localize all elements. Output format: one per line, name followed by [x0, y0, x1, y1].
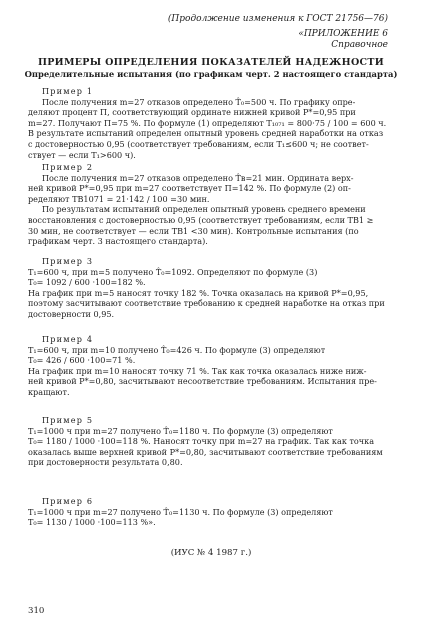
example-6-heading: Пример 6 — [42, 496, 94, 506]
text-line: T₁=1000 ч при m=27 получено T̂₀=1130 ч. По формуле (3) определяют — [28, 506, 333, 517]
text-line: На график при m=10 наносят точку 71 %. Так как точка оказалась ниже ниж- — [28, 365, 367, 376]
text-line: После получения m=27 отказов определено T̂в=21 мин. Ордината верх- — [42, 172, 354, 183]
page-title: ПРИМЕРЫ ОПРЕДЕЛЕНИЯ ПОКАЗАТЕЛЕЙ НАДЕЖНОСТИ — [37, 57, 385, 68]
example-3-heading: Пример 3 — [42, 256, 94, 266]
text-line: при достоверности результата 0,80. — [28, 457, 183, 468]
text-line: ней кривой P*=0,80, засчитывают несоответствие требованиям. Испытания пре- — [28, 376, 377, 387]
text-line: На график при m=5 наносят точку 182 %. Точка оказалась на кривой P*=0,95, — [28, 287, 369, 298]
page-subtitle: Определительные испытания (по графикам черт. 2 настоящего стандарта) — [24, 69, 398, 79]
example-5-heading: Пример 5 — [42, 415, 94, 425]
example-3 — [28, 256, 396, 320]
text-line: В результате испытаний определен опытный уровень средней наработки на отказ — [28, 128, 384, 139]
text-line: T₀= 1180 / 1000 ·100=118 %. Наносят точку при m=27 на график. Так как точка — [28, 436, 375, 447]
text-line: После получения m=27 отказов определено T̂₀=500 ч. По графику опре- — [42, 96, 356, 107]
text-line: оказалась выше верхней кривой P*=0,80, засчитывают соответствие требованиям — [28, 446, 383, 457]
text-line: деляют процент П, соответствующий ординате нижней кривой P*=0,95 при — [28, 107, 356, 118]
text-line: T₁=1000 ч при m=27 получено T̂₀=1180 ч. По формуле (3) определяют — [28, 425, 333, 436]
text-line: m=27. Получают П=75 %. По формуле (1) определяют T₁₀₇₁ = 800·75 / 100 = 600 ч. — [28, 117, 387, 128]
text-line: T₀= 1130 / 1000 ·100=113 %». — [28, 517, 156, 528]
example-1 — [28, 86, 396, 160]
example-1-heading: Пример 1 — [42, 86, 94, 96]
example-2 — [28, 162, 396, 247]
page-number: 310 — [28, 606, 45, 616]
text-line: с достоверностью 0,95 (соответствует требованиям, если T₁≤600 ч; не соответ- — [28, 138, 369, 149]
text-line: достоверности 0,95. — [28, 308, 115, 319]
text-line: 30 мин, не соответствует — если TB1 <30 мин). Контрольные испытания (по — [28, 225, 359, 236]
text-line: ней кривой P*=0,95 при m=27 соответствует П=142 %. По формуле (2) оп- — [28, 183, 351, 194]
example-4-heading: Пример 4 — [42, 334, 94, 344]
text-line: T₁=600 ч, при m=5 получено T̂₀=1092. Определяют по формуле (3) — [28, 266, 318, 277]
appendix-status: Справочное — [331, 40, 388, 50]
text-line: ствует — если T₁>600 ч). — [28, 149, 136, 160]
text-line: поэтому засчитывают соответствие требованию к средней наработке на отказ при — [28, 298, 385, 309]
text-line: графикам черт. 3 настоящего стандарта). — [28, 236, 208, 247]
footer-note: (ИУС № 4 1987 г.) — [170, 548, 252, 558]
text-line: T₀= 1092 / 600 ·100=182 %. — [28, 277, 146, 288]
example-2-heading: Пример 2 — [42, 162, 94, 172]
example-5 — [28, 415, 396, 468]
text-line: восстановления с достоверностью 0,95 (соответствует требованиям, если TB1 ≥ — [28, 214, 374, 225]
appendix-label: «ПРИЛОЖЕНИЕ 6 — [298, 29, 388, 39]
continuation-note: (Продолжение изменения к ГОСТ 21756—76) — [167, 14, 388, 24]
example-6 — [28, 496, 396, 528]
text-line: T₁=600 ч, при m=10 получено T̂₀=426 ч. По формуле (3) определяют — [28, 344, 326, 355]
text-line: кращают. — [28, 386, 70, 397]
example-4 — [28, 334, 396, 398]
text-line: T₀= 426 / 600 ·100=71 %. — [28, 355, 136, 366]
text-line: По результатам испытаний определен опытный уровень среднего времени — [42, 204, 366, 215]
text-line: ределяют TB1071 = 21·142 / 100 =30 мин. — [28, 193, 210, 204]
